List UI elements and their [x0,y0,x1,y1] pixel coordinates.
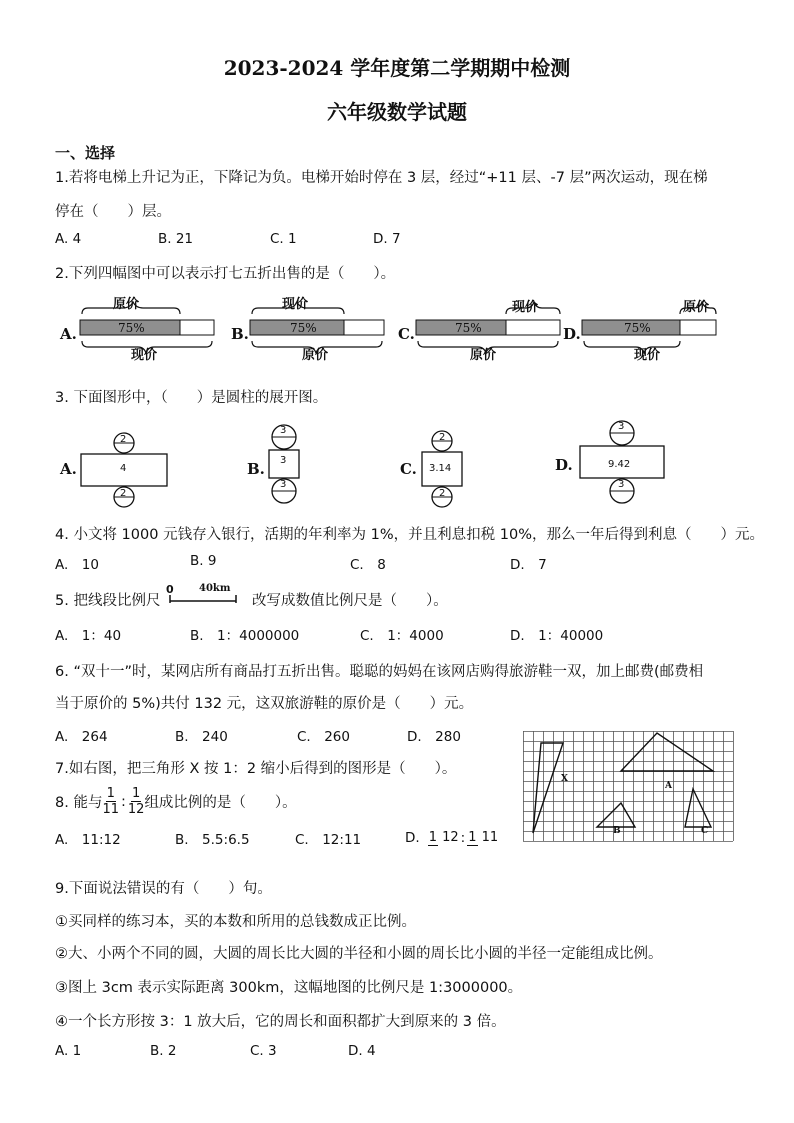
q2-c-percent: 75% [455,321,482,335]
q2-letter-a[interactable]: A. [60,325,77,343]
q5-options [55,624,603,644]
q3-d-rect-label: 9.42 [608,459,631,470]
q3-c-circle-bottom: 2 [439,488,446,499]
q5-scale-label: 40km [199,583,231,594]
q9-item-2: ②大、小两个不同的圆，大圆的周长比大圆的半径和小圆的周长比小圆的半径一定能组成比例。 [55,946,663,962]
q4-options [55,553,547,573]
q9-option-b[interactable]: B. 2 [150,1043,177,1059]
q8-fraction-1: $\frac{1}{11}$ [102,786,119,817]
q3-a-rect-label: 4 [120,463,127,474]
q2-d-top-label: 原价 [683,300,710,315]
q8-text-before: 8. 能与 [55,795,103,811]
q4-option-a[interactable]: A. 10 [55,557,99,573]
q4-option-b[interactable]: B. 9 [190,553,217,569]
q1-option-a[interactable]: A. 4 [55,231,82,247]
q6-option-d[interactable]: D. 280 [407,729,461,745]
q9-item-4: ④一个长方形按 3：1 放大后，它的周长和面积都扩大到原来的 3 倍。 [55,1014,506,1030]
q3-letter-b[interactable]: B. [247,460,265,478]
q3-c-rect-label: 3.14 [429,463,452,474]
q2-a-top-label: 原价 [113,297,140,312]
q3-b-rect-label: 3 [280,455,287,466]
q1-option-d[interactable]: D. 7 [373,231,401,247]
q2-d-percent: 75% [624,321,651,335]
q8-text-after: 组成比例的是（ ）。 [144,795,297,811]
q6-option-c[interactable]: C. 260 [297,729,350,745]
q6-options [55,725,461,745]
q3-letter-c[interactable]: C. [400,460,417,478]
q2-text: 2.下列四幅图中可以表示打七五折出售的是（ ）。 [55,266,396,282]
q3-letter-d[interactable]: D. [555,456,573,474]
q9-text: 9.下面说法错误的有（ ）句。 [55,881,272,897]
q1-text-line2: 停在（ ）层。 [55,204,171,220]
q4-text: 4. 小文将 1000 元钱存入银行，活期的年利率为 1%，并且利息扣税 10%，那么一年后得到利息（ ）元。 [55,527,765,543]
q5-text-before: 5. 把线段比例尺 [55,593,161,609]
q8-options [55,828,498,848]
q7-label-x: X [561,774,568,784]
q9-option-a[interactable]: A. 1 [55,1043,82,1059]
q2-b-percent: 75% [290,321,317,335]
q6-text-line2: 当于原价的 5%)共付 132 元，这双旅游鞋的原价是（ ）元。 [55,696,474,712]
q6-text-line1: 6. “双十一”时，某网店所有商品打五折出售。聪聪的妈妈在该网店购得旅游鞋一双，加上邮费(邮费相 [55,664,704,680]
q1-options [55,231,401,247]
q9-item-3: ③图上 3cm 表示实际距离 300km，这幅地图的比例尺是 1:3000000。 [55,980,523,996]
q8-option-d-fraction-2: 1 11 [468,830,499,845]
q2-letter-b[interactable]: B. [231,325,249,343]
q3-d-circle-top: 3 [618,421,625,432]
section-heading-choice: 一、选择 [55,144,116,162]
q8-fraction-2: $\frac{1}{12}$ [127,786,145,817]
q8-option-c[interactable]: C. 12:11 [295,832,362,848]
page-subtitle: 六年级数学试题 [327,100,467,124]
q8-colon: : [121,793,126,810]
q8-option-a[interactable]: A. 11:12 [55,832,121,848]
q2-letter-c[interactable]: C. [398,325,415,343]
q6-option-a[interactable]: A. 264 [55,729,108,745]
q3-d-circle-bottom: 3 [618,479,625,490]
q2-c-bottom-label: 原价 [470,348,497,363]
q5-option-d[interactable]: D. 1：40000 [510,628,604,644]
q2-d-bottom-label: 现价 [634,348,661,363]
q1-option-c[interactable]: C. 1 [270,231,297,247]
q3-a-circle-top: 2 [120,434,127,445]
q3-letter-a[interactable]: A. [60,460,77,478]
q7-label-c: C [701,826,709,836]
q2-b-top-label: 现价 [282,297,309,312]
q2-letter-d[interactable]: D. [563,325,581,343]
q8-option-b[interactable]: B. 5.5:6.5 [175,832,250,848]
q3-b-circle-top: 3 [280,425,287,436]
page-title: 2023-2024 学年度第二学期期中检测 [223,56,571,80]
q3-c-circle-top: 2 [439,432,446,443]
q3-figure-b [264,424,304,516]
q7-text: 7.如右图，把三角形 X 按 1：2 缩小后得到的图形是（ ）。 [55,761,457,777]
q5-option-a[interactable]: A. 1：40 [55,628,122,644]
q2-a-bottom-label: 现价 [131,348,158,363]
q8-option-d[interactable]: D. 1 12 : 1 11 [405,830,499,846]
q6-option-b[interactable]: B. 240 [175,729,228,745]
q2-b-bottom-label: 原价 [302,348,329,363]
q2-a-percent: 75% [118,321,145,335]
q7-label-b: B [613,826,621,836]
q4-option-d[interactable]: D. 7 [510,557,547,573]
q5-scale-zero: 0 [166,583,174,596]
q3-b-circle-bottom: 3 [280,479,287,490]
q5-option-b[interactable]: B. 1：4000000 [190,628,300,644]
q9-options [55,1043,376,1059]
q8-question [55,786,297,817]
q5-text-after: 改写成数值比例尺是（ ）。 [252,593,448,609]
q4-option-c[interactable]: C. 8 [350,557,386,573]
q8-option-d-fraction-1: 1 12 [428,830,459,845]
q1-option-b[interactable]: B. 21 [158,231,194,247]
q9-item-1: ①买同样的练习本，买的本数和所用的总钱数成正比例。 [55,914,416,930]
q3-text: 3. 下面图形中，（ ）是圆柱的展开图。 [55,390,328,406]
q1-text-line1: 1.若将电梯上升记为正，下降记为负。电梯开始时停在 3 层，经过“+11 层、-7 层”两次运动，现在梯 [55,170,708,186]
q9-option-c[interactable]: C. 3 [250,1043,277,1059]
q3-a-circle-bottom: 2 [120,488,127,499]
q9-option-d[interactable]: D. 4 [348,1043,376,1059]
q7-label-a: A [665,781,672,791]
q5-option-c[interactable]: C. 1：4000 [360,628,444,644]
q2-c-top-label: 现价 [512,300,539,315]
